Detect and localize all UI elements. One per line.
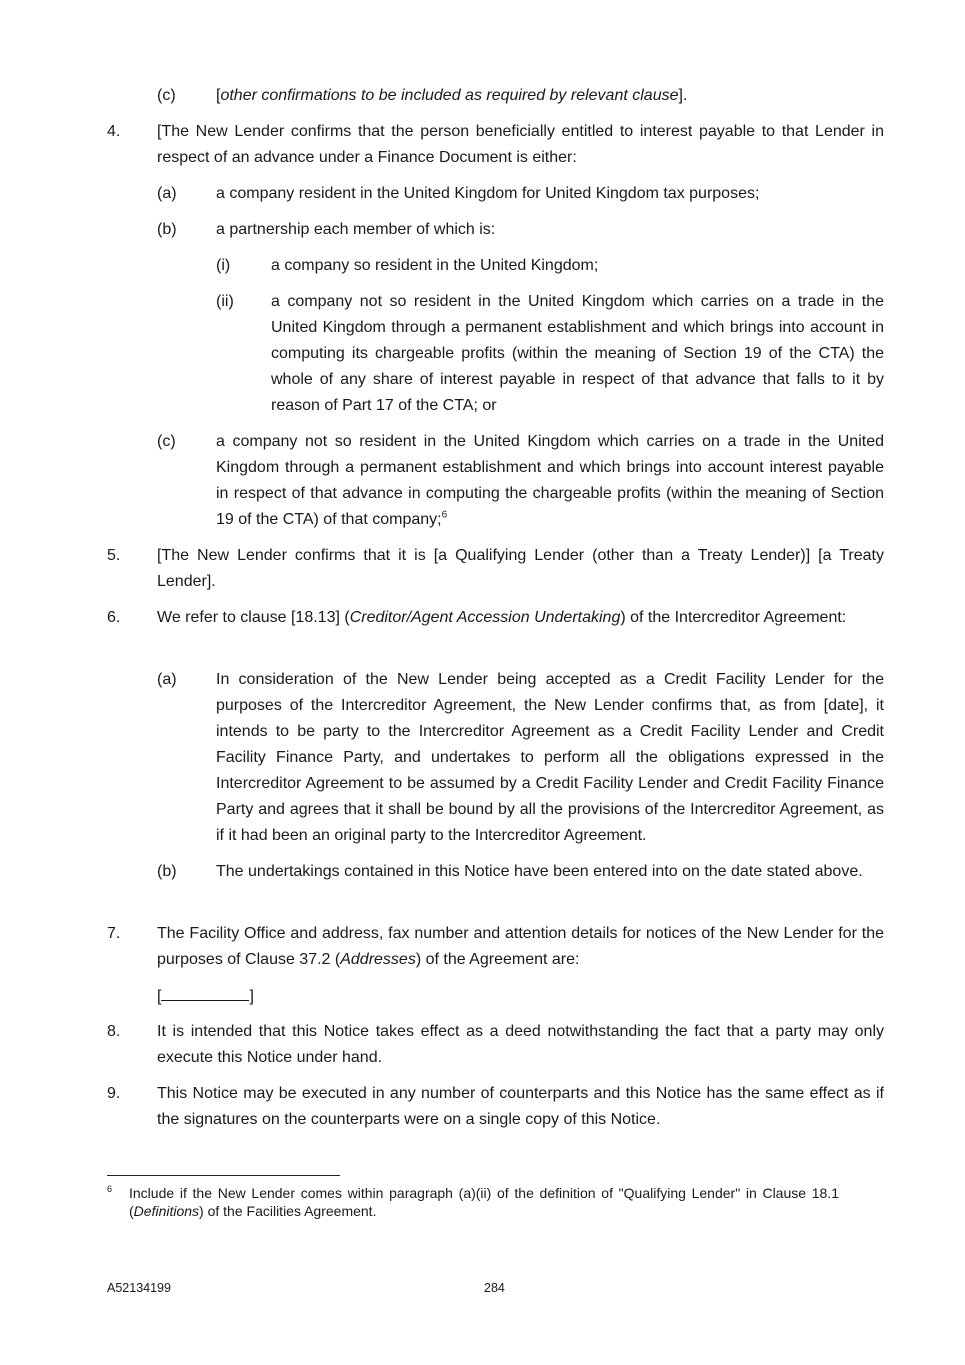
clause-4bi-label: (i) <box>216 257 231 274</box>
clause-7-text <box>157 921 884 973</box>
bracket-close: ]. <box>678 87 688 104</box>
clause-8-number: 8. <box>107 1023 121 1040</box>
clause-5-number: 5. <box>107 547 121 564</box>
clause-7-pre: The Facility Office and address, fax number and attention details for notices of the New Lender for the purposes of Clause 37.2 ( <box>157 925 884 968</box>
clause-4bii-text: a company not so resident in the United Kingdom which carries on a trade in the United Kingdom through a permanent establishment and which brings into account in computing its chargeable profits (within the meaning of Section 19 of the CTA) the whole of any share of interest payable in respect of that advance that falls to it by reason of Part 17 of the CTA; or <box>271 293 884 414</box>
bracket-open: [ <box>216 87 221 104</box>
clause-4-text: [The New Lender confirms that the person beneficially entitled to interest payable to that Lender in respect of an advance under a Finance Document is either: <box>157 123 884 166</box>
clause-4-number: 4. <box>107 123 121 140</box>
footnote-post: ) of the Facilities Agreement. <box>199 1203 377 1219</box>
clause-6b-label: (b) <box>157 863 177 880</box>
item-c-top-label: (c) <box>157 87 176 104</box>
footnote-number: 6 <box>107 1184 113 1194</box>
clause-9-number: 9. <box>107 1085 121 1102</box>
clause-4c-text <box>216 429 884 533</box>
clause-4c-body: a company not so resident in the United Kingdom which carries on a trade in the United Kingdom through a permanent establishment and which brings into account interest payable in respect of that advance in computing the chargeable profits (within the meaning of Section 19 of the CTA) of that company; <box>216 433 884 528</box>
clause-4a-label: (a) <box>157 185 177 202</box>
blank-line <box>161 985 249 1001</box>
clause-6-post: ) of the Intercreditor Agreement: <box>620 609 847 626</box>
clause-8-text: It is intended that this Notice takes effect as a deed notwithstanding the fact that a party may only execute this Notice under hand. <box>157 1023 884 1066</box>
page-number: 284 <box>484 1281 505 1295</box>
clause-4b-label: (b) <box>157 221 177 238</box>
clause-5-text: [The New Lender confirms that it is [a Qualifying Lender (other than a Treaty Lender)] [a Treaty Lender]. <box>157 547 884 590</box>
footnote-ref-6: 6 <box>441 509 448 521</box>
clause-4c-label: (c) <box>157 433 176 450</box>
blank-close: ] <box>249 988 254 1005</box>
item-c-top-text <box>216 83 884 109</box>
clause-4b-text: a partnership each member of which is: <box>216 221 496 238</box>
clause-6b-text: The undertakings contained in this Notice have been entered into on the date stated above. <box>216 863 863 880</box>
clause-9-text: This Notice may be executed in any number of counterparts and this Notice has the same effect as if the signatures on the counterparts were on a single copy of this Notice. <box>157 1085 884 1128</box>
clause-6-pre: We refer to clause [18.13] ( <box>157 609 350 626</box>
footnote-pre: Include if the New Lender comes within paragraph (a)(ii) of the definition of "Qualifying Lender" in Clause 18.1 ( <box>129 1185 839 1219</box>
blank-open: [ <box>157 988 162 1005</box>
footnote-text <box>129 1184 839 1220</box>
clause-7-number: 7. <box>107 925 121 942</box>
clause-6-italic: Creditor/Agent Accession Undertaking <box>349 609 621 626</box>
footnote-italic: Definitions <box>133 1203 200 1219</box>
clause-7-post: ) of the Agreement are: <box>415 951 580 968</box>
clause-6a-text: In consideration of the New Lender being accepted as a Credit Facility Lender for the purposes of the Intercreditor Agreement, the New Lender confirms that, as from [date], it intends to be party to the Intercreditor Agreement as a Credit Facility Lender and Credit Facility Finance Party, and undertakes to perform all the obligations expressed in the Intercreditor Agreement to be assumed by a Credit Facility Lender and Credit Facility Finance Party and agrees that it shall be bound by all the provisions of the Intercreditor Agreement, as if it had been an original party to the Intercreditor Agreement. <box>216 671 884 844</box>
clause-6-text <box>157 605 884 631</box>
clause-6a-label: (a) <box>157 671 177 688</box>
clause-4bi-text: a company so resident in the United Kingdom; <box>271 257 599 274</box>
clause-7-italic: Addresses <box>340 951 416 968</box>
footnote-separator <box>107 1175 340 1176</box>
document-id: A52134199 <box>107 1281 171 1295</box>
clause-4a-text: a company resident in the United Kingdom for United Kingdom tax purposes; <box>216 185 760 202</box>
clause-6-number: 6. <box>107 609 121 626</box>
clause-7-blank-field <box>157 984 254 1010</box>
item-c-top-italic: other confirmations to be included as required by relevant clause <box>220 87 679 104</box>
clause-4bii-label: (ii) <box>216 293 234 310</box>
